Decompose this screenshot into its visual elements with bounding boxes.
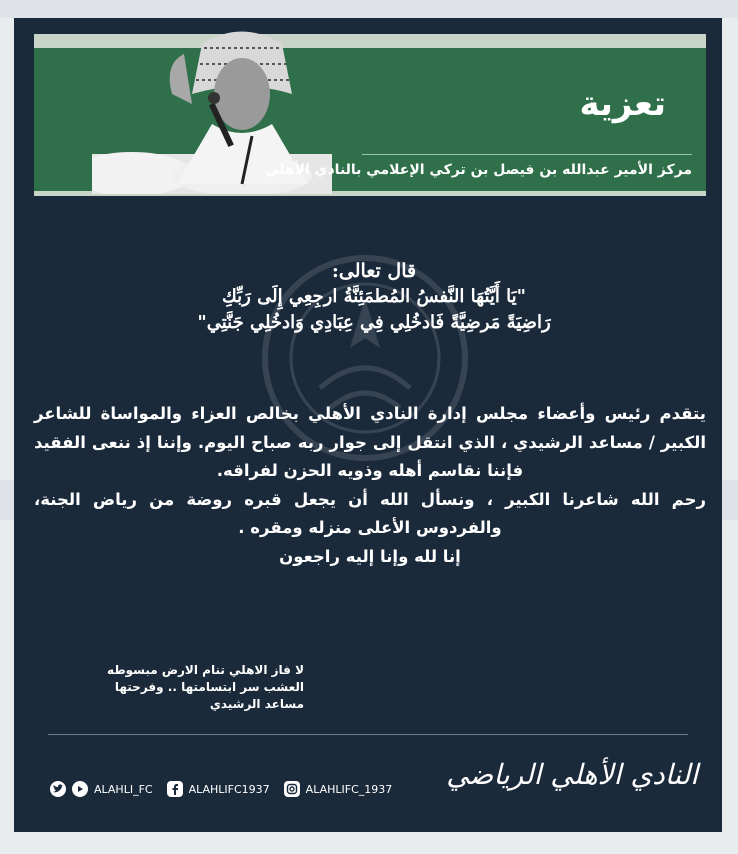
instagram-icon[interactable] — [284, 781, 300, 797]
banner-divider — [362, 154, 692, 155]
header-banner — [34, 34, 706, 196]
verse-line-2: رَاضِيَةً مَرضِيَّةً فَادخُلِي فِي عِبَادِي وَادخُلِي جَنَّتِي" — [197, 312, 551, 333]
verse-line-1: "يَا أَيَّتُهَا النَّفسُ المُطمَئِنَّةُ ارجِعِي إِلَى رَبِّكِ — [221, 286, 527, 307]
handle-alahlifc-1937[interactable]: ALAHLIFC_1937 — [305, 782, 393, 796]
twitter-icon[interactable] — [50, 781, 66, 797]
message-paragraph-2: رحم الله شاعرنا الكبير ، ونسأل الله أن يجعل قبره روضة من رياض الجنة، والفردوس الأعلى منزله ومقره . — [34, 489, 706, 537]
facebook-icon[interactable] — [167, 781, 183, 797]
poem-quote — [54, 662, 304, 713]
verse-intro: قال تعالى: — [331, 260, 417, 282]
message-paragraph-1: يتقدم رئيس وأعضاء مجلس إدارة النادي الأهلي بخالص العزاء والمواساة للشاعر الكبير / مساعد الرشيدي ، الذي انتقل إلى جوار ربه صباح اليوم. وإننا إذ ننعى الفقيد فإننا نقاسم أهله وذويه الحزن لفراقه. — [34, 404, 706, 480]
condolence-card — [14, 18, 722, 832]
poem-line-1: لا فاز الاهلي تنام الارض مبسوطه — [107, 663, 304, 677]
club-name-logo: النادي الأهلي الرياضي — [446, 758, 698, 791]
social-handles — [50, 778, 392, 800]
banner-subtitle: مركز الأمير عبدالله بن فيصل بن تركي الإعلامي بالنادي الأهلي — [264, 162, 692, 178]
message-paragraph-3: إنا لله وإنا إليه راجعون — [279, 546, 461, 566]
condolence-message — [34, 400, 706, 571]
banner-title: تعزية — [579, 84, 666, 124]
handle-alahli-fc[interactable]: ALAHLI_FC — [94, 782, 153, 796]
footer-divider — [48, 734, 688, 735]
poem-line-2: العشب سر ابتسامتها .. وفرحتها — [114, 680, 304, 694]
handle-alahlifc1937[interactable]: ALAHLIFC1937 — [188, 782, 270, 796]
quran-verse — [54, 258, 694, 336]
youtube-icon[interactable] — [72, 781, 88, 797]
poem-author: مساعد الرشيدي — [209, 697, 304, 711]
